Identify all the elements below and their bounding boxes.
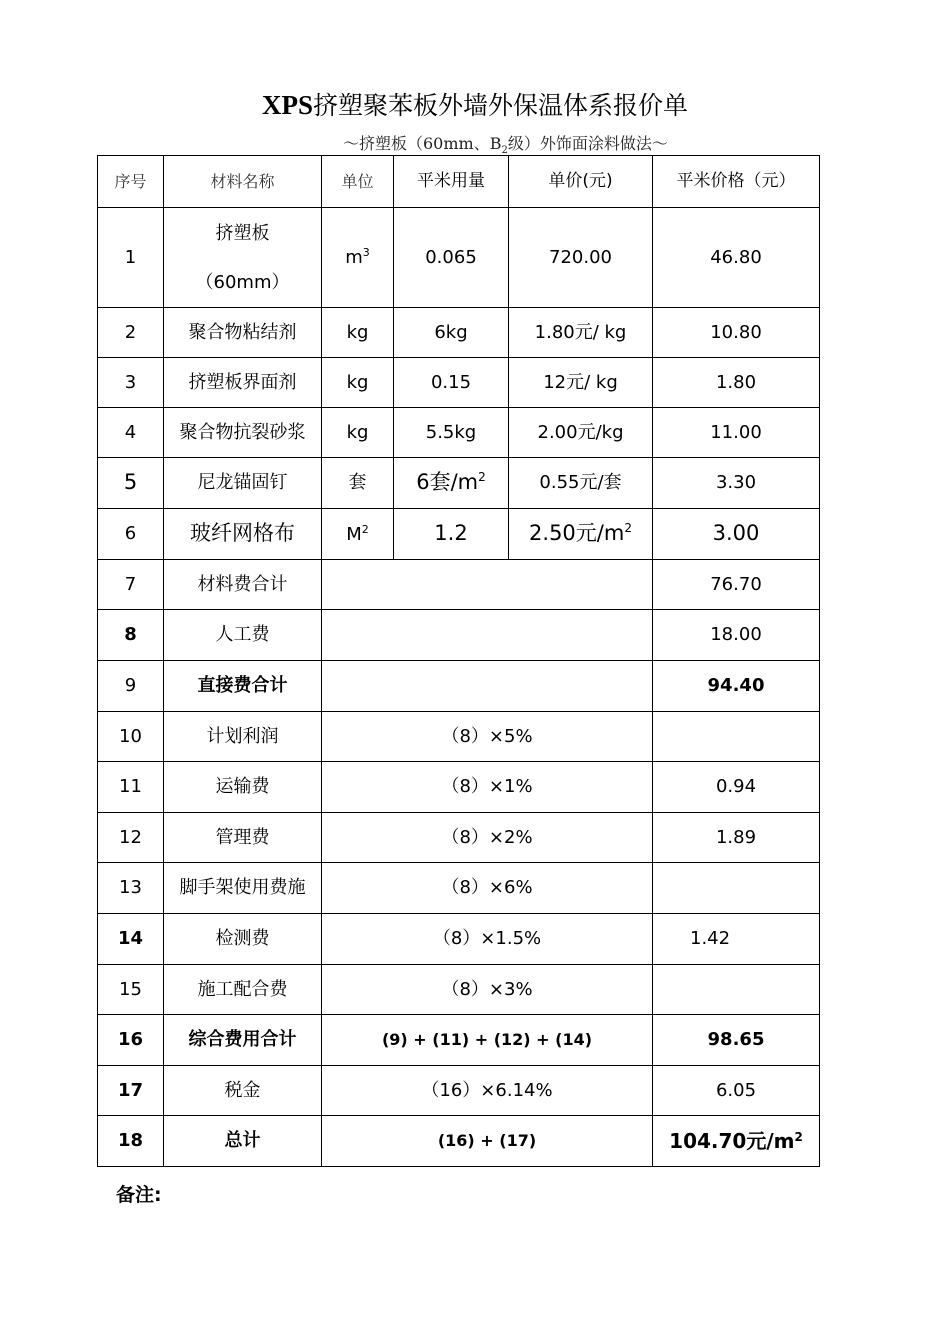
header-qty: 平米用量 <box>394 156 509 208</box>
row-name: 玻纤网格布 <box>164 509 322 560</box>
row-formula: （8）×6% <box>322 863 653 914</box>
row-total: 3.30 <box>653 458 820 509</box>
table-row <box>98 661 820 712</box>
page-subtitle: ～挤塑板（60mm、$B_2$级）外饰面涂料做法～ <box>343 134 668 157</box>
row-total: 98.65 <box>653 1015 820 1066</box>
row-no: 18 <box>98 1116 164 1167</box>
row-unit: kg <box>322 308 394 358</box>
row-no: 7 <box>98 560 164 610</box>
row-no: 6 <box>98 509 164 560</box>
table-row <box>98 863 820 914</box>
row-price: 2.00元/kg <box>509 408 653 458</box>
row-no: 11 <box>98 762 164 813</box>
table-row <box>98 509 820 560</box>
header-total: 平米价格（元） <box>653 156 820 208</box>
row-formula: (16) + (17) <box>322 1116 653 1167</box>
row-price: 720.00 <box>509 208 653 308</box>
table-row <box>98 308 820 358</box>
row-price: 0.55元/套 <box>509 458 653 509</box>
row-no: 8 <box>98 610 164 661</box>
table-row <box>98 610 820 661</box>
row-total: 104.70元$/m^2$ <box>653 1116 820 1167</box>
row-unit: kg <box>322 408 394 458</box>
row-total: 1.42 <box>653 914 820 965</box>
row-name: 材料费合计 <box>164 560 322 610</box>
row-no: 4 <box>98 408 164 458</box>
row-no: 9 <box>98 661 164 712</box>
note-label: 备注: <box>116 1184 162 1206</box>
quote-table <box>97 155 820 1167</box>
row-name: 聚合物粘结剂 <box>164 308 322 358</box>
row-total: 0.94 <box>653 762 820 813</box>
row-name: 综合费用合计 <box>164 1015 322 1066</box>
row-formula: （16）×6.14% <box>322 1066 653 1116</box>
row-formula: (9) + (11) + (12) + (14) <box>322 1015 653 1066</box>
row-unit: $m^3$ <box>322 208 394 308</box>
row-qty: 6kg <box>394 308 509 358</box>
table-row <box>98 408 820 458</box>
table-row <box>98 914 820 965</box>
row-qty: 6套$/m^2$ <box>394 458 509 509</box>
row-no: 15 <box>98 965 164 1015</box>
row-qty: 0.15 <box>394 358 509 408</box>
row-qty: 0.065 <box>394 208 509 308</box>
row-total: 11.00 <box>653 408 820 458</box>
row-formula <box>322 661 653 712</box>
row-name: 检测费 <box>164 914 322 965</box>
row-total <box>653 863 820 914</box>
table-row <box>98 965 820 1015</box>
header-no: 序号 <box>98 156 164 208</box>
row-formula <box>322 560 653 610</box>
row-name: 尼龙锚固钉 <box>164 458 322 509</box>
row-total: 3.00 <box>653 509 820 560</box>
row-name: 挤塑板 （60mm） <box>164 208 322 308</box>
row-no: 13 <box>98 863 164 914</box>
row-total: 46.80 <box>653 208 820 308</box>
row-no: 2 <box>98 308 164 358</box>
table-row <box>98 762 820 813</box>
table-row <box>98 712 820 762</box>
row-formula: （8）×1.5% <box>322 914 653 965</box>
row-qty: 1.2 <box>394 509 509 560</box>
row-price: 2.50元$/m^2$ <box>509 509 653 560</box>
row-price: 1.80元/ kg <box>509 308 653 358</box>
row-no: 1 <box>98 208 164 308</box>
row-name: 管理费 <box>164 813 322 863</box>
row-no: 3 <box>98 358 164 408</box>
row-name: 挤塑板界面剂 <box>164 358 322 408</box>
row-formula: （8）×2% <box>322 813 653 863</box>
table-row <box>98 358 820 408</box>
row-name: 脚手架使用费施 <box>164 863 322 914</box>
table-row <box>98 1066 820 1116</box>
table-row <box>98 813 820 863</box>
row-formula: （8）×5% <box>322 712 653 762</box>
table-row <box>98 1015 820 1066</box>
row-name: 人工费 <box>164 610 322 661</box>
row-name: 聚合物抗裂砂浆 <box>164 408 322 458</box>
row-name: 直接费合计 <box>164 661 322 712</box>
row-no: 12 <box>98 813 164 863</box>
row-total <box>653 712 820 762</box>
row-no: 10 <box>98 712 164 762</box>
row-no: 5 <box>98 458 164 509</box>
row-unit: $M^2$ <box>322 509 394 560</box>
row-price: 12元/ kg <box>509 358 653 408</box>
row-unit: kg <box>322 358 394 408</box>
row-total: 94.40 <box>653 661 820 712</box>
table-row <box>98 208 820 308</box>
row-formula: （8）×1% <box>322 762 653 813</box>
page-title: XPS挤塑聚苯板外墙外保温体系报价单 <box>261 90 689 120</box>
row-total: 1.80 <box>653 358 820 408</box>
row-name: 计划利润 <box>164 712 322 762</box>
row-no: 14 <box>98 914 164 965</box>
table-row <box>98 458 820 509</box>
table-row <box>98 1116 820 1167</box>
row-total: 1.89 <box>653 813 820 863</box>
row-name: 运输费 <box>164 762 322 813</box>
row-total <box>653 965 820 1015</box>
row-total: 6.05 <box>653 1066 820 1116</box>
row-no: 17 <box>98 1066 164 1116</box>
row-no: 16 <box>98 1015 164 1066</box>
row-name: 施工配合费 <box>164 965 322 1015</box>
header-unit: 单位 <box>322 156 394 208</box>
table-header-row <box>98 156 820 208</box>
row-name: 总计 <box>164 1116 322 1167</box>
row-formula <box>322 610 653 661</box>
row-total: 18.00 <box>653 610 820 661</box>
header-price: 单价(元) <box>509 156 653 208</box>
row-total: 10.80 <box>653 308 820 358</box>
row-formula: （8）×3% <box>322 965 653 1015</box>
table-row <box>98 560 820 610</box>
row-unit: 套 <box>322 458 394 509</box>
row-qty: 5.5kg <box>394 408 509 458</box>
header-name: 材料名称 <box>164 156 322 208</box>
row-total: 76.70 <box>653 560 820 610</box>
row-name: 税金 <box>164 1066 322 1116</box>
